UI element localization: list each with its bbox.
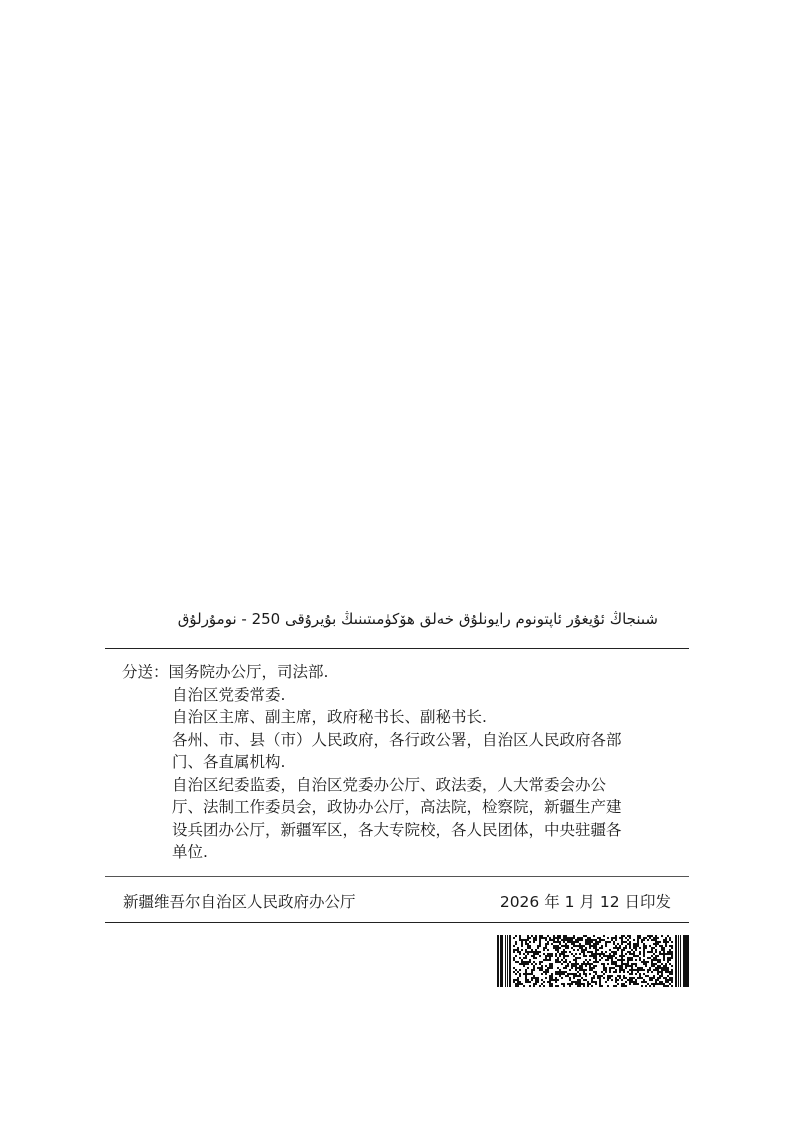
- distribution-item: 厅、法制工作委员会，政协办公厅，高法院，检察院，新疆生产建: [172, 798, 622, 816]
- distribution-item: 自治区纪委监委，自治区党委办公厅、政法委，人大常委会办公: [172, 775, 607, 794]
- distribution-label: 分送：: [122, 663, 169, 681]
- distribution-item: 设兵团办公厅，新疆军区，各大专院校，各人民团体，中央驻疆各: [172, 820, 622, 839]
- distribution-item: 自治区党委常委.: [172, 685, 286, 704]
- distribution-item: 国务院办公厅，司法部.: [168, 663, 329, 681]
- distribution-list: [122, 661, 682, 864]
- uyghur-order-title: شىنجاڭ ئۇيغۇر ئاپتونوم رايونلۇق خەلق ھۆكۈمىتىنىڭ بۇيرۇقى 250 - نومۇرلۇق: [177, 610, 658, 628]
- distribution-item: 自治区主席、副主席，政府秘书长、副秘书长.: [172, 708, 487, 726]
- issue-date: 2026 年 1 月 12 日印发: [499, 893, 671, 911]
- barcode-image: [497, 935, 689, 987]
- distribution-item: 门、各直属机构.: [172, 753, 286, 771]
- bottom-divider: [105, 922, 689, 923]
- distribution-item: 各州、市、县（市）人民政府，各行政公署，自治区人民政府各部: [172, 730, 622, 749]
- distribution-item: 单位.: [172, 843, 208, 861]
- middle-divider: [105, 876, 689, 877]
- issuing-office: 新疆维吾尔自治区人民政府办公厅: [123, 893, 356, 911]
- distribution-first-row: [122, 661, 682, 684]
- top-divider: [105, 648, 689, 649]
